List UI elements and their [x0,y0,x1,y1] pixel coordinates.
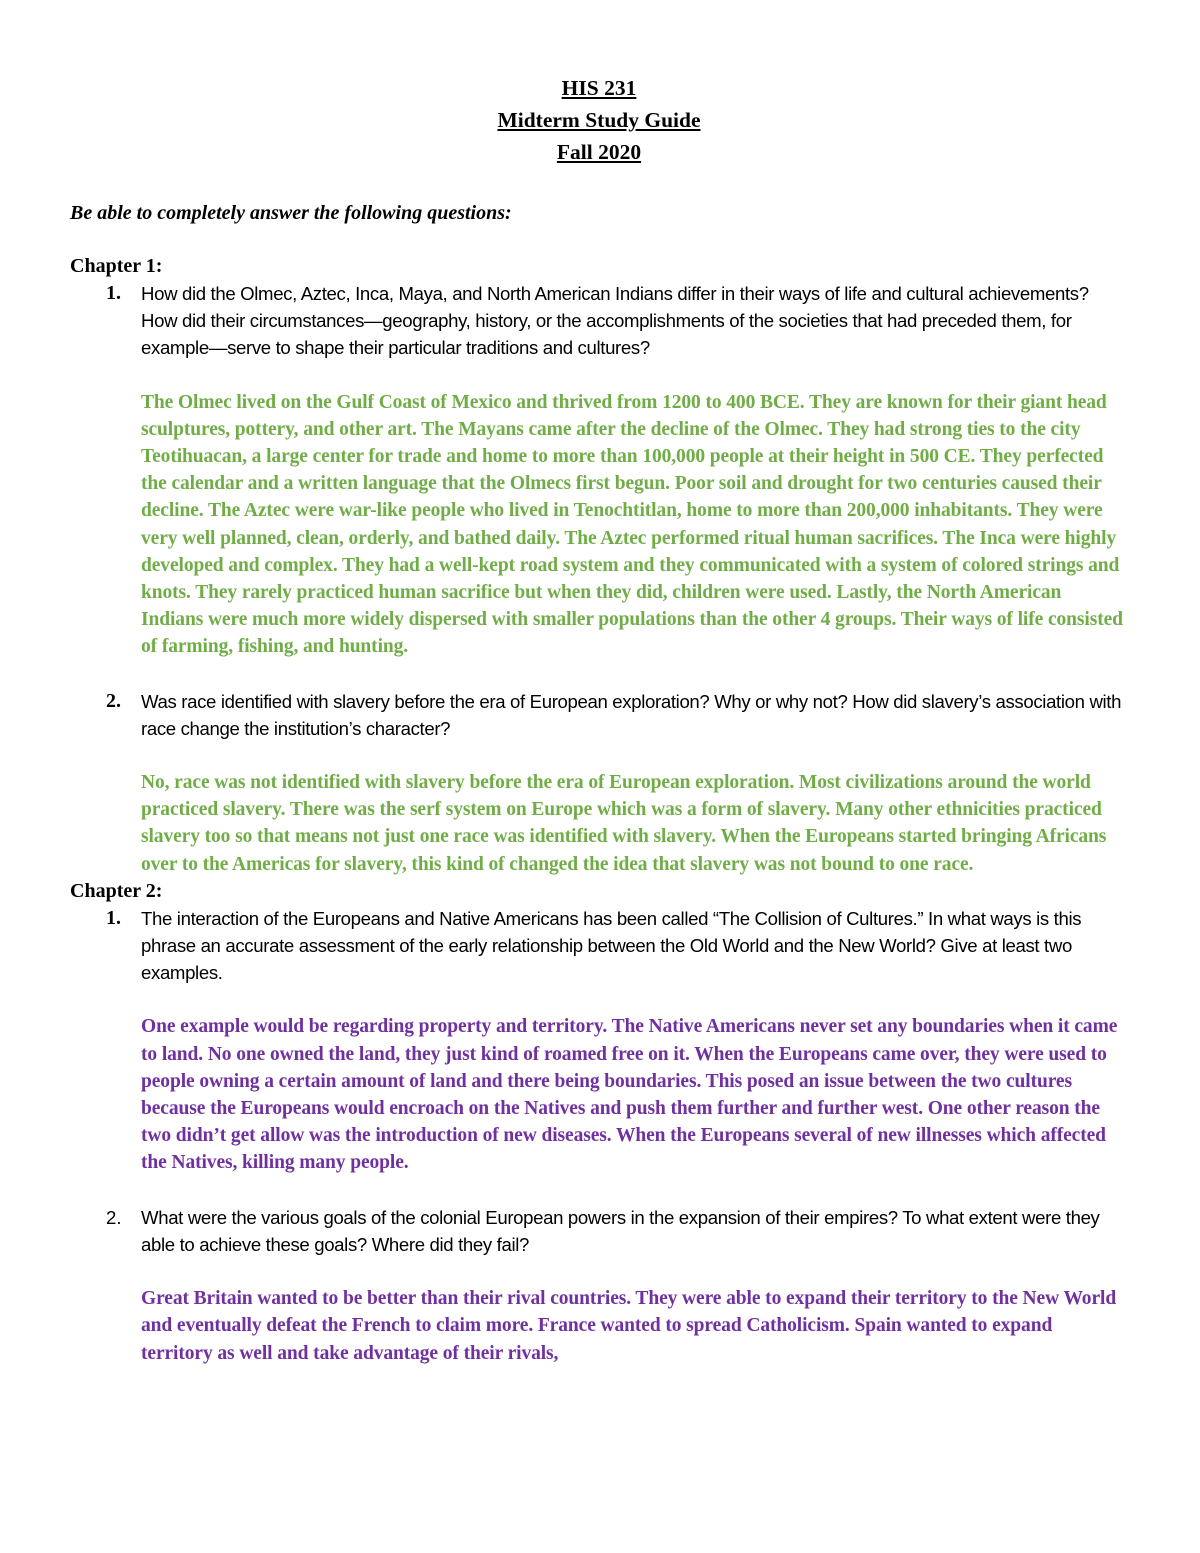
question-number: 1. [106,282,121,304]
question-2-1 [70,905,1128,987]
chapter-2-title: Chapter 2: [70,879,163,902]
question-number: 1. [106,906,121,929]
question-number: 2. [106,689,121,712]
document-title: Midterm Study Guide [497,108,701,132]
answer-1-2: No, race was not identified with slavery before the era of European exploration. Most civilizations around the world practiced slavery. There was the serf system on Europe which was a form of slavery. Many other ethnicities practiced slavery too so that means not just one race was identified with slavery. When the Europeans started bringing Africans over to the Americas for slavery, this kind of changed the idea that slavery was not bound to one race. [141,772,1107,875]
course-code: HIS 231 [561,76,637,100]
question-text: How did the Olmec, Aztec, Inca, Maya, and North American Indians differ in their ways of life and cultural achievements? How did their circumstances—geography, history, or the accomplishments of the societies that had preceded them, for example—serve to shape their particular traditions and cultures? [141,283,1089,359]
question-text: The interaction of the Europeans and Native Americans has been called “The Collision of Cultures.” In what ways is this phrase an accurate assessment of the early relationship between the Old World and the New World? Give at least two examples. [141,907,1082,984]
chapter-1-title: Chapter 1: [70,255,163,277]
question-2-2 [70,1204,1128,1258]
answer-2-1: One example would be regarding property and territory. The Native Americans never set any boundaries when it came to land. No one owned the land, they just kind of roamed free on it. When the Europeans came over, they were used to people owning a certain amount of land and there being boundaries. This posed an issue between the two cultures because the Europeans would encroach on the Natives and push them further and further west. One other reason the two didn’t get allow was the introduction of new diseases. When the Europeans several of new illnesses which affected the Natives, killing many people. [141,1016,1118,1174]
question-1-2 [70,688,1128,742]
question-number: 2. [106,1206,122,1228]
question-text: Was race identified with slavery before the era of European exploration? Why or why not? How did slavery’s association with race change the institution’s character? [141,690,1122,739]
answer-1-1: The Olmec lived on the Gulf Coast of Mexico and thrived from 1200 to 400 BCE. They are known for their giant head sculptures, pottery, and other art. The Mayans came after the decline of the Olmec. They had strong ties to the city Teotihuacan, a large center for trade and home to more than 100,000 people at their height in 500 CE. They perfected the calendar and a written language that the Olmecs first begun. Poor soil and drought for two centuries caused their decline. The Aztec were war-like people who lived in Tenochtitlan, home to more than 200,000 inhabitants. They were very well planned, clean, orderly, and bathed daily. The Aztec performed ritual human sacrifices. The Inca were highly developed and complex. They had a well-kept road system and they communicated with a system of colored strings and knots. They rarely practiced human sacrifice but when they did, children were used. Lastly, the North American Indians were much more widely dispersed with smaller populations than the other 4 groups. Their ways of life consisted of farming, fishing, and hunting. [141,391,1123,658]
question-text: What were the various goals of the colonial European powers in the expansion of their empires? To what extent were they able to achieve these goals? Where did they fail? [141,1206,1100,1255]
term: Fall 2020 [556,140,642,164]
document-header [70,72,1128,168]
instructions: Be able to completely answer the following questions: [70,202,512,224]
answer-2-2: Great Britain wanted to be better than their rival countries. They were able to expand their territory to the New World and eventually defeat the French to claim more. France wanted to spread Catholicism. Spain wanted to expand territory as well and take advantage of their rivals, [141,1288,1117,1364]
question-1-1 [70,280,1128,362]
